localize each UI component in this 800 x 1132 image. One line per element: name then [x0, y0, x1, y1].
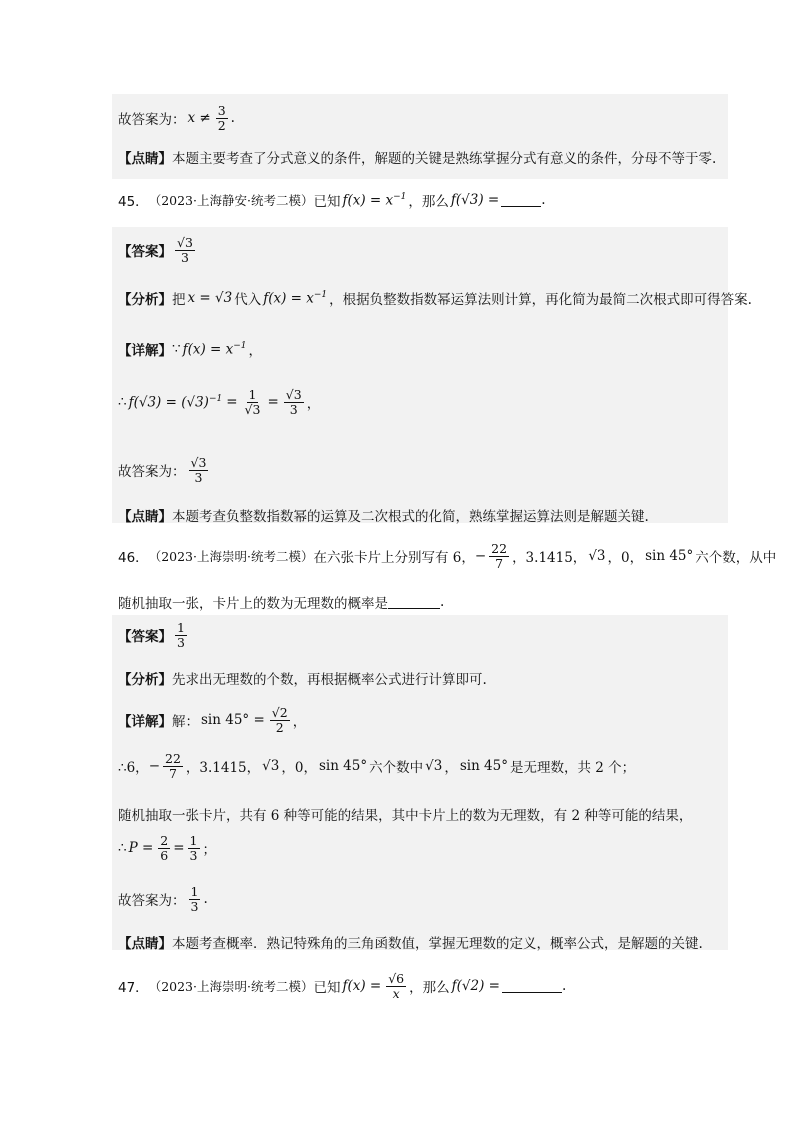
q45-conclusion: 故答案为： $\frac{√3}{3}$ [118, 455, 207, 485]
q46-answer-blank [388, 595, 440, 610]
q45-answer-fraction: $\frac{√3}{3}$ [177, 235, 193, 265]
q44-conclusion: 故答案为： x ≠ $\frac{3}{2}$ . [118, 103, 235, 133]
q46-answer: 【答案】 $\frac{1}{3}$ [118, 620, 185, 650]
q46-conclusion-fraction: $\frac{1}{3}$ [190, 884, 199, 914]
q46-answer-fraction: $\frac{1}{3}$ [177, 620, 185, 650]
q45-step-fraction-1: $\frac{1}{√3}$ [244, 387, 261, 417]
q47-stem: 47． （2023·上海崇明·统考二模） 已知 f(x) = $\frac{√6}{x}$ ，那么 f(√2) = . [118, 971, 567, 1001]
q46-stem-line-2: 随机抽取一张，卡片上的数为无理数的概率是 . [118, 594, 445, 612]
q45-answer-blank [501, 193, 541, 208]
q46-detail-fraction-2: $\frac{22}{7}$ [165, 751, 181, 781]
q45-conclusion-fraction: $\frac{√3}{3}$ [190, 455, 207, 485]
q46-detail: 【详解】 解： sin 45° = $\frac{√2}{2}$ ， [118, 705, 307, 735]
q46-detail-line-2: ∴6， − $\frac{22}{7}$ ，3.1415， √3 ，0， sin 45° 六个数中 √3 ， sin 45° 是无理数，共 2 个； [118, 751, 636, 781]
q47-function-fraction: $\frac{√6}{x}$ [388, 971, 405, 1001]
q44-tip: 【点睛】 本题主要考查了分式意义的条件，解题的关键是熟练掌握分式有意义的条件，分母不等于零. [118, 151, 717, 167]
q46-probability-fraction-2: $\frac{1}{3}$ [189, 833, 198, 863]
q46-probability: ∴ P = $\frac{2}{6}$ = $\frac{1}{3}$ ； [118, 833, 216, 863]
q46-stem-line-1: 46． （2023·上海崇明·统考二模） 在六张卡片上分别写有 6， − $\frac{22}{7}$ ，3.1415， √3 ，0， sin 45° 六个数，从中 [118, 541, 777, 571]
q46-detail-fraction: $\frac{√2}{2}$ [271, 705, 288, 735]
q45-tip: 【点睛】 本题考查负整数指数幂的运算及二次根式的化简，熟练掌握运算法则是解题关键. [118, 509, 649, 525]
q47-answer-blank [502, 979, 562, 994]
q45-step: ∴ $f(√3) = (√3)^{-1}$ = $\frac{1}{√3}$ = $\frac{√3}{3}$ ， [118, 387, 321, 417]
q46-analysis: 【分析】 先求出无理数的个数，再根据概率公式进行计算即可. [118, 672, 487, 688]
q45-detail: 【详解】 ∵ $f(x) = x^{-1}$ ， [118, 340, 263, 359]
q45-step-fraction-2: $\frac{√3}{3}$ [285, 387, 302, 417]
q46-probability-fraction-1: $\frac{2}{6}$ [160, 833, 169, 863]
q46-tip: 【点睛】 本题考查概率．熟记特殊角的三角函数值，掌握无理数的定义，概率公式，是解题的关键. [118, 936, 703, 952]
q45-stem: 45． （2023·上海静安·统考二模） 已知 $f(x) = x^{-1}$ ，那么 f(√3) = . [118, 191, 546, 210]
q46-conclusion: 故答案为： $\frac{1}{3}$ . [118, 884, 208, 914]
q44-answer-fraction: $\frac{3}{2}$ [217, 103, 226, 133]
q45-answer: 【答案】 $\frac{√3}{3}$ [118, 235, 193, 265]
q46-detail-line-3: 随机抽取一张卡片，共有 6 种等可能的结果，其中卡片上的数为无理数，有 2 种等可能的结果， [118, 808, 693, 824]
q46-stem-fraction: $\frac{22}{7}$ [491, 541, 508, 571]
q45-analysis: 【分析】 把 x = √3 代入 $f(x) = x^{-1}$ ，根据负整数指数幂运算法则计算，再化简为最简二次根式即可得答案. [118, 289, 752, 308]
